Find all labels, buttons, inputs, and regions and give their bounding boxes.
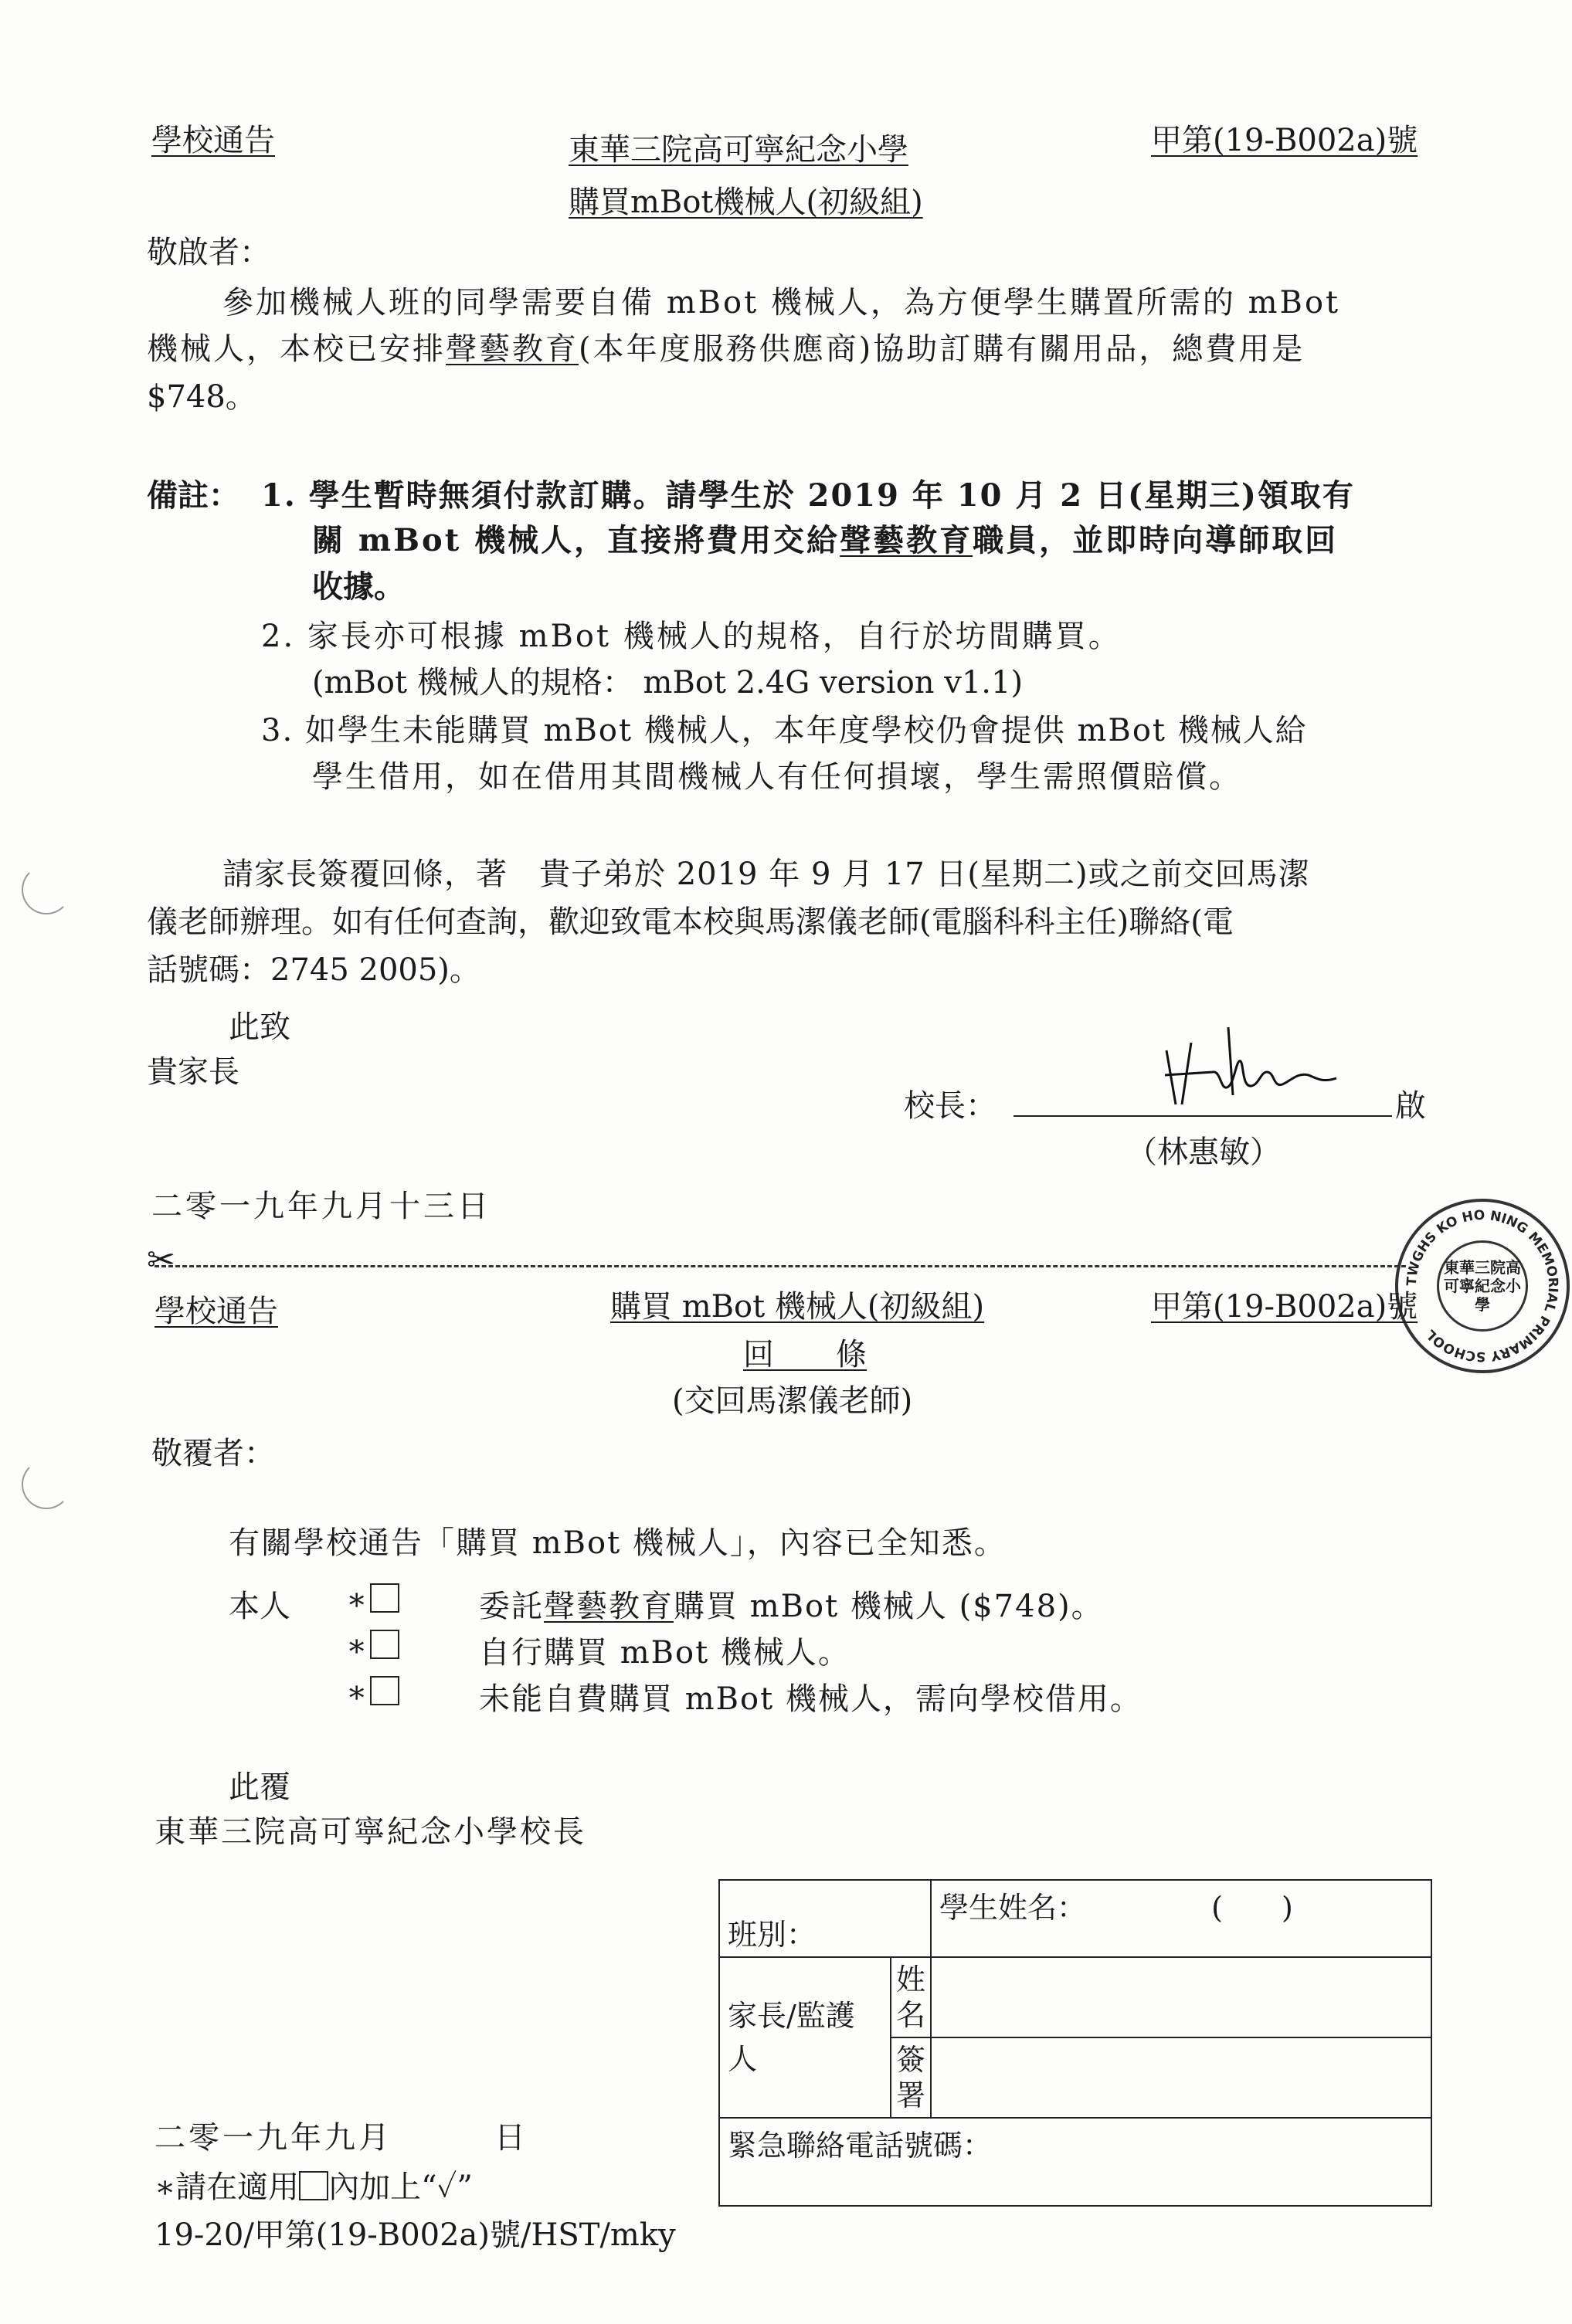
body-line-2-pre: 機械人，本校已安排 bbox=[147, 331, 446, 367]
svg-text:TWGHS KO HO NING MEMORIAL PRIM: TWGHS KO HO NING MEMORIAL PRIMARY SCHOOL bbox=[1404, 1207, 1561, 1365]
school-name: 東華三院高可寧紀念小學 bbox=[569, 132, 908, 168]
name-label: 姓名 bbox=[896, 1963, 926, 2032]
reply-category: 學校通告 bbox=[154, 1294, 278, 1329]
asterisk-2: ∗ bbox=[346, 1628, 368, 1664]
reference-number: 甲第(19-B002a)號 bbox=[1151, 123, 1418, 158]
notice-subject: 購買mBot機械人(初級組) bbox=[569, 185, 923, 220]
note-1-line-2-pre: 關 mBot 機械人，直接將費用交給 bbox=[312, 522, 840, 558]
option-1-checkbox-group[interactable] bbox=[346, 1582, 399, 1617]
principal-suffix: 啟 bbox=[1395, 1088, 1426, 1124]
guardian-label: 家長/監護人 bbox=[728, 1999, 855, 2076]
emergency-label: 緊急聯絡電話號碼： bbox=[728, 2129, 993, 2163]
reply-footnote bbox=[154, 2163, 473, 2207]
class-label: 班別： bbox=[728, 1918, 817, 1952]
name-label-cell bbox=[891, 1957, 931, 2037]
note-1-line-1: 1. 學生暫時無須付款訂購。請學生於 2019 年 10 月 2 日(星期三)領取有 bbox=[261, 477, 1355, 514]
reply-date: 二零一九年九月 日 bbox=[154, 2120, 528, 2156]
reply-subject: 購買 mBot 機械人(初級組) bbox=[610, 1289, 985, 1325]
guardian-name-field[interactable] bbox=[931, 1957, 1431, 2037]
signature-line bbox=[1013, 1115, 1392, 1117]
principal-signature bbox=[1143, 1027, 1344, 1112]
note-3-line-1: 3. 如學生未能購買 mBot 機械人，本年度學校仍會提供 mBot 機械人給 bbox=[261, 713, 1308, 748]
reply-form-table bbox=[718, 1879, 1432, 2207]
note-1-line-3: 收據。 bbox=[312, 568, 405, 605]
student-name-paren: ( ) bbox=[1211, 1891, 1293, 1925]
option-1-pre: 委託 bbox=[479, 1589, 544, 1624]
notice-date: 二零一九年九月十三日 bbox=[151, 1189, 491, 1224]
option-2-checkbox-group[interactable] bbox=[346, 1628, 399, 1664]
guardian-signature-field[interactable] bbox=[931, 2037, 1431, 2118]
option-3-text: 未能自費購買 mBot 機械人，需向學校借用。 bbox=[479, 1681, 1143, 1717]
cut-line bbox=[154, 1265, 1406, 1267]
notice-category: 學校通告 bbox=[151, 123, 275, 158]
closing-recipient: 貴家長 bbox=[147, 1054, 239, 1090]
reply-closing-phrase: 此覆 bbox=[229, 1769, 290, 1805]
school-stamp bbox=[1395, 1199, 1570, 1373]
stamp-center: 東華三院高可寧紀念小學 bbox=[1437, 1240, 1528, 1332]
salutation: 敬啟者： bbox=[147, 235, 270, 270]
option-1-post: 購買 mBot 機械人 ($748)。 bbox=[674, 1589, 1104, 1624]
option-3-checkbox[interactable] bbox=[370, 1676, 399, 1705]
note-1-line-2 bbox=[312, 516, 1338, 560]
request-line-2: 儀老師辦理。如有任何查詢，歡迎致電本校與馬潔儀老師(電腦科科主任)聯絡(電 bbox=[147, 904, 1234, 940]
closing-phrase: 此致 bbox=[229, 1009, 290, 1045]
emergency-phone-field[interactable] bbox=[719, 2118, 1431, 2206]
option-2-text: 自行購買 mBot 機械人。 bbox=[479, 1635, 851, 1671]
body-line-2 bbox=[147, 324, 1305, 368]
punch-hole-top bbox=[22, 865, 71, 914]
scissors-icon: ✂ bbox=[147, 1240, 175, 1280]
vendor-name: 聲藝教育 bbox=[446, 331, 579, 367]
stamp-ring-text bbox=[1398, 1202, 1567, 1370]
request-line-1: 請家長簽覆回條，著 貴子弟於 2019 年 9 月 17 日(星期二)或之前交回馬潔 bbox=[222, 857, 1310, 892]
option-1-text bbox=[479, 1582, 1104, 1626]
note-3-line-2: 學生借用，如在借用其間機械人有任何損壞，學生需照價賠償。 bbox=[312, 759, 1242, 795]
principal-name: （林惠敏） bbox=[1126, 1135, 1281, 1170]
guardian-label-cell bbox=[719, 1957, 891, 2118]
footnote-post: 內加上“✓” bbox=[328, 2170, 473, 2205]
reply-self-label: 本人 bbox=[229, 1589, 290, 1624]
signature-label-cell bbox=[891, 2037, 931, 2118]
reply-title: 回 條 bbox=[743, 1337, 867, 1372]
body-line-1: 參加機械人班的同學需要自備 mBot 機械人，為方便學生購置所需的 mBot bbox=[222, 285, 1341, 321]
signature-label: 簽署 bbox=[896, 2043, 926, 2112]
option-2-checkbox[interactable] bbox=[370, 1630, 399, 1659]
option-1-checkbox[interactable] bbox=[370, 1583, 399, 1613]
reply-recipient: 東華三院高可寧紀念小學校長 bbox=[154, 1814, 586, 1850]
reply-return-to: (交回馬潔儀老師) bbox=[672, 1383, 913, 1419]
notes-label: 備註： bbox=[147, 477, 239, 514]
request-line-3: 話號碼：2745 2005)。 bbox=[147, 952, 480, 988]
note-2-line-2: (mBot 機械人的規格： mBot 2.4G version v1.1) bbox=[312, 665, 1024, 701]
body-line-3: $748。 bbox=[147, 379, 256, 415]
footnote-pre: ∗請在適用 bbox=[154, 2170, 300, 2205]
footnote-box bbox=[299, 2171, 328, 2200]
reply-acknowledgement: 有關學校通告「購買 mBot 機械人」，內容已全知悉。 bbox=[229, 1525, 1007, 1561]
note-1-vendor: 聲藝教育 bbox=[840, 522, 973, 558]
punch-hole-bottom bbox=[22, 1460, 71, 1509]
class-cell[interactable] bbox=[719, 1880, 931, 1957]
option-1-vendor: 聲藝教育 bbox=[544, 1589, 674, 1624]
option-3-checkbox-group[interactable] bbox=[346, 1674, 399, 1710]
student-name-label: 學生姓名： bbox=[939, 1891, 1087, 1925]
note-1-line-2-post: 職員，並即時向導師取回 bbox=[973, 522, 1339, 558]
principal-label: 校長： bbox=[904, 1088, 997, 1124]
student-name-cell[interactable] bbox=[931, 1880, 1431, 1957]
reply-salutation: 敬覆者： bbox=[151, 1436, 275, 1471]
body-line-2-post: (本年度服務供應商)協助訂購有關用品，總費用是 bbox=[579, 331, 1305, 367]
asterisk-3: ∗ bbox=[346, 1674, 368, 1710]
note-2-line-1: 2. 家長亦可根據 mBot 機械人的規格，自行於坊間購買。 bbox=[261, 619, 1122, 654]
reply-reference: 甲第(19-B002a)號 bbox=[1151, 1289, 1418, 1325]
asterisk-1: ∗ bbox=[346, 1582, 368, 1617]
document-code: 19-20/甲第(19-B002a)號/HST/mky bbox=[154, 2217, 676, 2253]
